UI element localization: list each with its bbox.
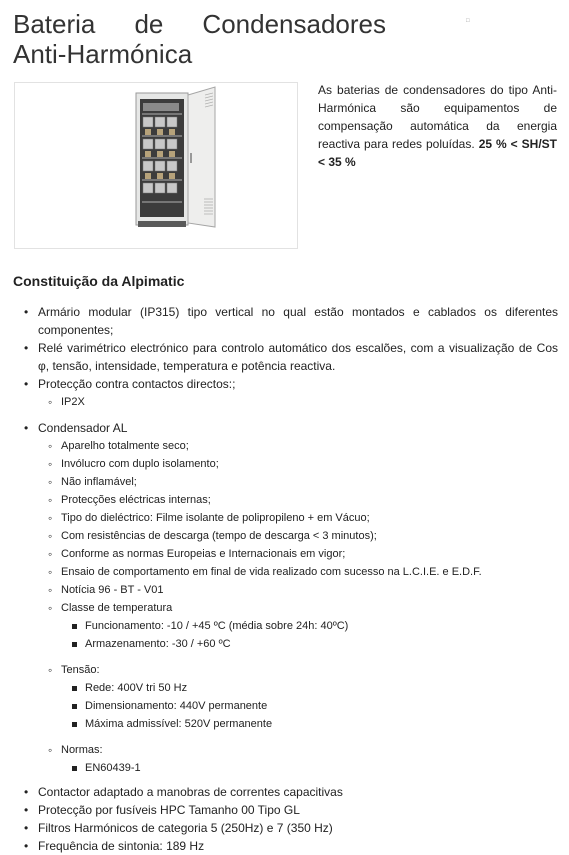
sub-list-item	[38, 661, 558, 733]
sub-list-item	[38, 741, 558, 777]
sub-sub-list-item: Funcionamento: -10 / +45 ºC (média sobre 24h: 40ºC)	[61, 617, 558, 635]
constitution-list	[24, 303, 558, 855]
sub-list-item: ◦ Tipo do dieléctrico: Filme isolante de polipropileno + em Vácuo;	[38, 509, 558, 527]
list-item: • Armário modular (IP315) tipo vertical no qual estão montados e cablados os diferentes componentes;	[24, 303, 558, 339]
sub-sub-list-item: Rede: 400V tri 50 Hz	[61, 679, 558, 697]
sub-list-item: ◦ Invólucro com duplo isolamento;	[38, 455, 558, 473]
sub-list-item: ◦ Conforme as normas Europeias e Internacionais em vigor;	[38, 545, 558, 563]
list-item: • Contactor adaptado a manobras de correntes capacitivas	[24, 783, 558, 801]
intro-text: As baterias de condensadores do tipo Anti-Harmónica são equipamentos de compensação automática da energia reactiva para redes poluídas.	[318, 83, 557, 151]
sub-list-item: ◦ Ensaio de comportamento em final de vida realizado com sucesso na L.C.I.E. e E.D.F.	[38, 563, 558, 581]
page-title-line1: Bateria de Condensadores	[13, 9, 386, 39]
page-title	[13, 9, 386, 69]
sub-list-item-label: Classe de temperatura	[61, 602, 173, 614]
product-image	[14, 82, 298, 249]
capacitor-cabinet-illustration	[15, 83, 297, 248]
sub-sub-list-item: Dimensionamento: 440V permanente	[61, 697, 558, 715]
list-item	[24, 419, 558, 777]
list-item: • Relé varimétrico electrónico para controlo automático dos escalões, com a visualização de Cos φ, tensão, intensidade, temperatura e potência reactiva.	[24, 339, 558, 375]
sub-list-item: ◦ Protecções eléctricas internas;	[38, 491, 558, 509]
sub-list-item: ◦ IP2X	[38, 393, 558, 411]
list-item: • Frequência de sintonia: 189 Hz	[24, 837, 558, 855]
list-item	[24, 375, 558, 411]
sub-list-item: ◦ Não inflamável;	[38, 473, 558, 491]
list-item: • Protecção por fusíveis HPC Tamanho 00 Tipo GL	[24, 801, 558, 819]
sub-list-item: ◦ Aparelho totalmente seco;	[38, 437, 558, 455]
sub-list-item-label: Tensão:	[61, 664, 100, 676]
list-item-label: Protecção contra contactos directos:;	[38, 377, 236, 391]
intro-bold-range: 25 % < SH/ST < 35 %	[318, 137, 557, 169]
list-item-label: Condensador AL	[38, 421, 128, 435]
sub-list-item: ◦ Notícia 96 - BT - V01	[38, 581, 558, 599]
intro-paragraph	[318, 81, 557, 171]
sub-sub-list-item: Máxima admissível: 520V permanente	[61, 715, 558, 733]
sub-sub-list-item: EN60439-1	[61, 759, 558, 777]
sub-list-item: ◦ Com resistências de descarga (tempo de descarga < 3 minutos);	[38, 527, 558, 545]
list-item: • Filtros Harmónicos de categoria 5 (250Hz) e 7 (350 Hz)	[24, 819, 558, 837]
page-title-line2: Anti-Harmónica	[13, 39, 193, 69]
decorative-dot: □	[466, 18, 470, 24]
sub-list-item	[38, 599, 558, 653]
sub-sub-list-item: Armazenamento: -30 / +60 ºC	[61, 635, 558, 653]
sub-list-item-label: Normas:	[61, 744, 103, 756]
section-heading: Constituição da Alpimatic	[13, 273, 185, 289]
